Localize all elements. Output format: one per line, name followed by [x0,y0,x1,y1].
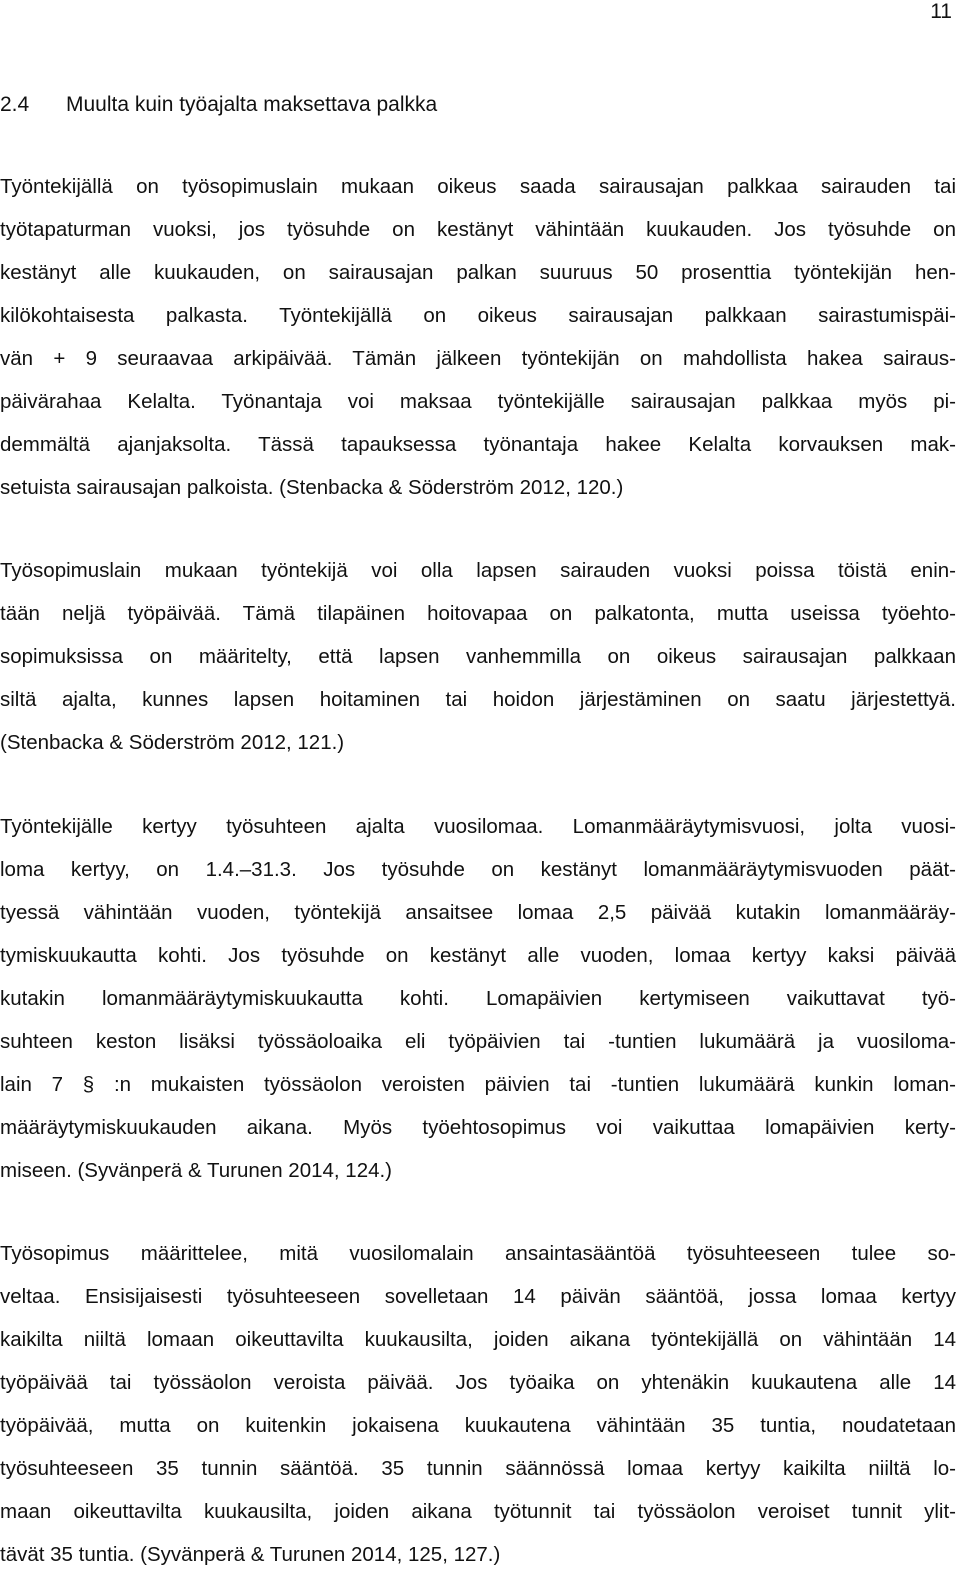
paragraph-line: (Stenbacka & Söderström 2012, 121.) [0,731,345,754]
paragraph-line: päivärahaa Kelalta. Työnantaja voi maksaa työntekijälle sairausajan palkkaa myös pi- [0,390,956,413]
section-heading [0,91,437,119]
paragraph-line: suhteen keston lisäksi työssäoloaika eli työpäivien tai -tuntien lukumäärä ja vuosiloma- [0,1030,956,1053]
page-number: 11 [930,0,952,23]
paragraph-line: Työsopimus määrittelee, mitä vuosilomalain ansaintasääntöä työsuhteeseen tulee so- [0,1242,956,1265]
paragraph-line: demmältä ajanjaksolta. Tässä tapauksessa työnantaja hakee Kelalta korvauksen mak- [0,433,956,456]
paragraph-line: veltaa. Ensisijaisesti työsuhteeseen sovelletaan 14 päivän sääntöä, jossa lomaa kertyy [0,1285,956,1308]
paragraph-line: tävät 35 tuntia. (Syvänperä & Turunen 2014, 125, 127.) [0,1543,501,1566]
paragraph-line: sopimuksissa on määritelty, että lapsen vanhemmilla on oikeus sairausajan palkkaan [0,645,956,668]
paragraph-line: Työntekijälle kertyy työsuhteen ajalta vuosilomaa. Lomanmääräytymisvuosi, jolta vuosi- [0,815,956,838]
paragraph-line: työtapaturman vuoksi, jos työsuhde on kestänyt vähintään kuukauden. Jos työsuhde on [0,218,956,241]
paragraph-line: maan oikeuttavilta kuukausilta, joiden aikana työtunnit tai työssäolon veroiset tunnit ylit- [0,1500,956,1523]
paragraph-line: setuista sairausajan palkoista. (Stenbacka & Söderström 2012, 120.) [0,476,624,499]
paragraph-line: Työntekijällä on työsopimuslain mukaan oikeus saada sairausajan palkkaa sairauden tai [0,175,956,198]
section-number: 2.4 [0,93,30,116]
paragraph-line: kaikilta niiltä lomaan oikeuttavilta kuukausilta, joiden aikana työntekijällä on vähintään 14 [0,1328,956,1351]
paragraph-line: tyessä vähintään vuoden, työntekijä ansaitsee lomaa 2,5 päivää kutakin lomanmääräy- [0,901,956,924]
paragraph-line: tään neljä työpäivää. Tämä tilapäinen hoitovapaa on palkatonta, mutta useissa työehto- [0,602,956,625]
paragraph-line: Työsopimuslain mukaan työntekijä voi olla lapsen sairauden vuoksi poissa töistä enin- [0,559,956,582]
paragraph-line: lain 7 § :n mukaisten työssäolon veroisten päivien tai -tuntien lukumäärä kunkin loman- [0,1073,956,1096]
paragraph-line: miseen. (Syvänperä & Turunen 2014, 124.) [0,1159,393,1182]
paragraph-line: kestänyt alle kuukauden, on sairausajan palkan suuruus 50 prosenttia työntekijän hen- [0,261,956,284]
paragraph-line: vän + 9 seuraavaa arkipäivää. Tämän jälkeen työntekijän on mahdollista hakea sairaus- [0,347,956,370]
paragraph-line: määräytymiskuukauden aikana. Myös työehtosopimus voi vaikuttaa lomapäivien kerty- [0,1116,956,1139]
paragraph-line: siltä ajalta, kunnes lapsen hoitaminen tai hoidon järjestäminen on saatu järjestettyä. [0,688,956,711]
paragraph-line: kutakin lomanmääräytymiskuukautta kohti. Lomapäivien kertymiseen vaikuttavat työ- [0,987,956,1010]
paragraph-line: työpäivää tai työssäolon veroista päivää. Jos työaika on yhtenäkin kuukautena alle 14 [0,1371,956,1394]
paragraph-line: työsuhteeseen 35 tunnin sääntöä. 35 tunnin säännössä lomaa kertyy kaikilta niiltä lo- [0,1457,956,1480]
paragraph-line: loma kertyy, on 1.4.–31.3. Jos työsuhde on kestänyt lomanmääräytymisvuoden päät- [0,858,956,881]
paragraph-line: tymiskuukautta kohti. Jos työsuhde on kestänyt alle vuoden, lomaa kertyy kaksi päivää [0,944,956,967]
paragraph-line: työpäivää, mutta on kuitenkin jokaisena kuukautena vähintään 35 tuntia, noudatetaan [0,1414,956,1437]
section-title: Muulta kuin työajalta maksettava palkka [66,93,438,116]
paragraph-line: kilökohtaisesta palkasta. Työntekijällä on oikeus sairausajan palkkaan sairastumispäi- [0,304,956,327]
